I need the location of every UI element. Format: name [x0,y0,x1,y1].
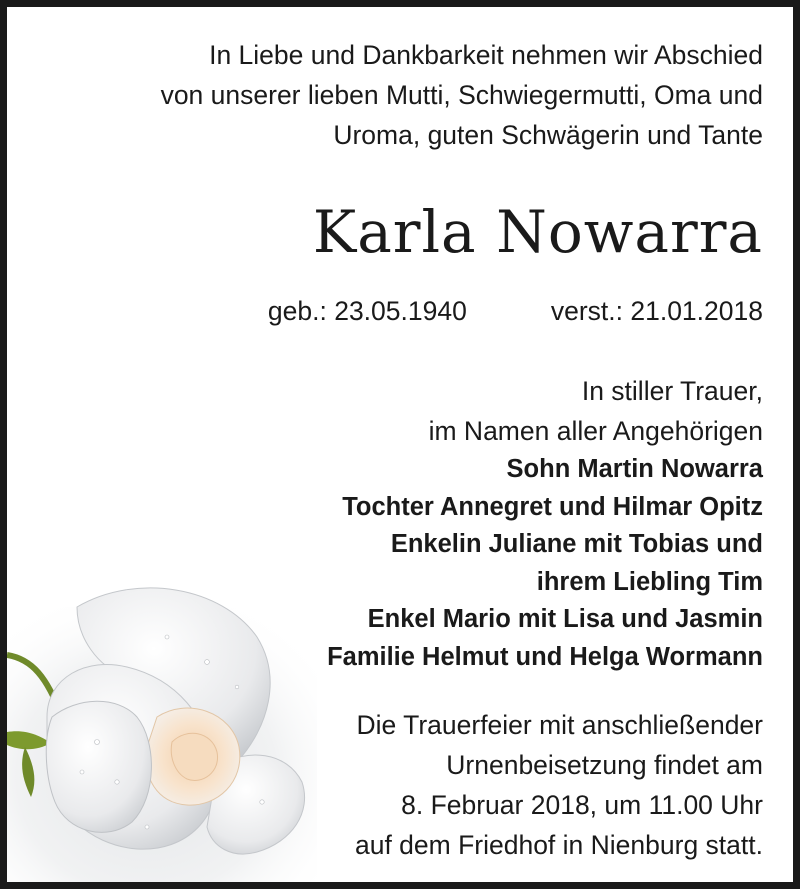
life-dates [268,291,763,331]
service-line-1: Die Trauerfeier mit anschließender [356,710,763,740]
relative-entry: Enkelin Juliane mit Tobias und [390,530,763,559]
service-line-3: 8. Februar 2018, um 11.00 Uhr [401,790,763,820]
farewell-line-1: In Liebe und Dankbarkeit nehmen wir Abschied [209,40,763,70]
relatives-list [327,451,763,677]
birth-date: geb.: 23.05.1940 [267,296,467,326]
death-date: verst.: 21.01.2018 [550,296,763,326]
deceased-name: Karla Nowarra [312,198,763,266]
white-rose-icon [7,567,317,889]
mourning-text [429,371,763,451]
service-line-4: auf dem Friedhof in Nienburg statt. [354,830,763,860]
relative-entry: Enkel Mario mit Lisa und Jasmin [367,605,763,634]
mourning-line-1: In stiller Trauer, [581,376,763,406]
relative-entry: Familie Helmut und Helga Wormann [327,642,763,671]
farewell-line-3: Uroma, guten Schwägerin und Tante [333,120,763,150]
relative-entry: Sohn Martin Nowarra [506,455,763,483]
relative-entry: ihrem Liebling Tim [536,567,763,596]
service-line-2: Urnenbeisetzung findet am [446,750,763,780]
funeral-service-info [355,705,763,865]
farewell-text [161,35,763,155]
relative-entry: Tochter Annegret und Hilmar Opitz [342,492,763,521]
farewell-line-2: von unserer lieben Mutti, Schwiegermutti, Oma und [160,80,763,110]
mourning-line-2: im Namen aller Angehörigen [428,416,763,446]
